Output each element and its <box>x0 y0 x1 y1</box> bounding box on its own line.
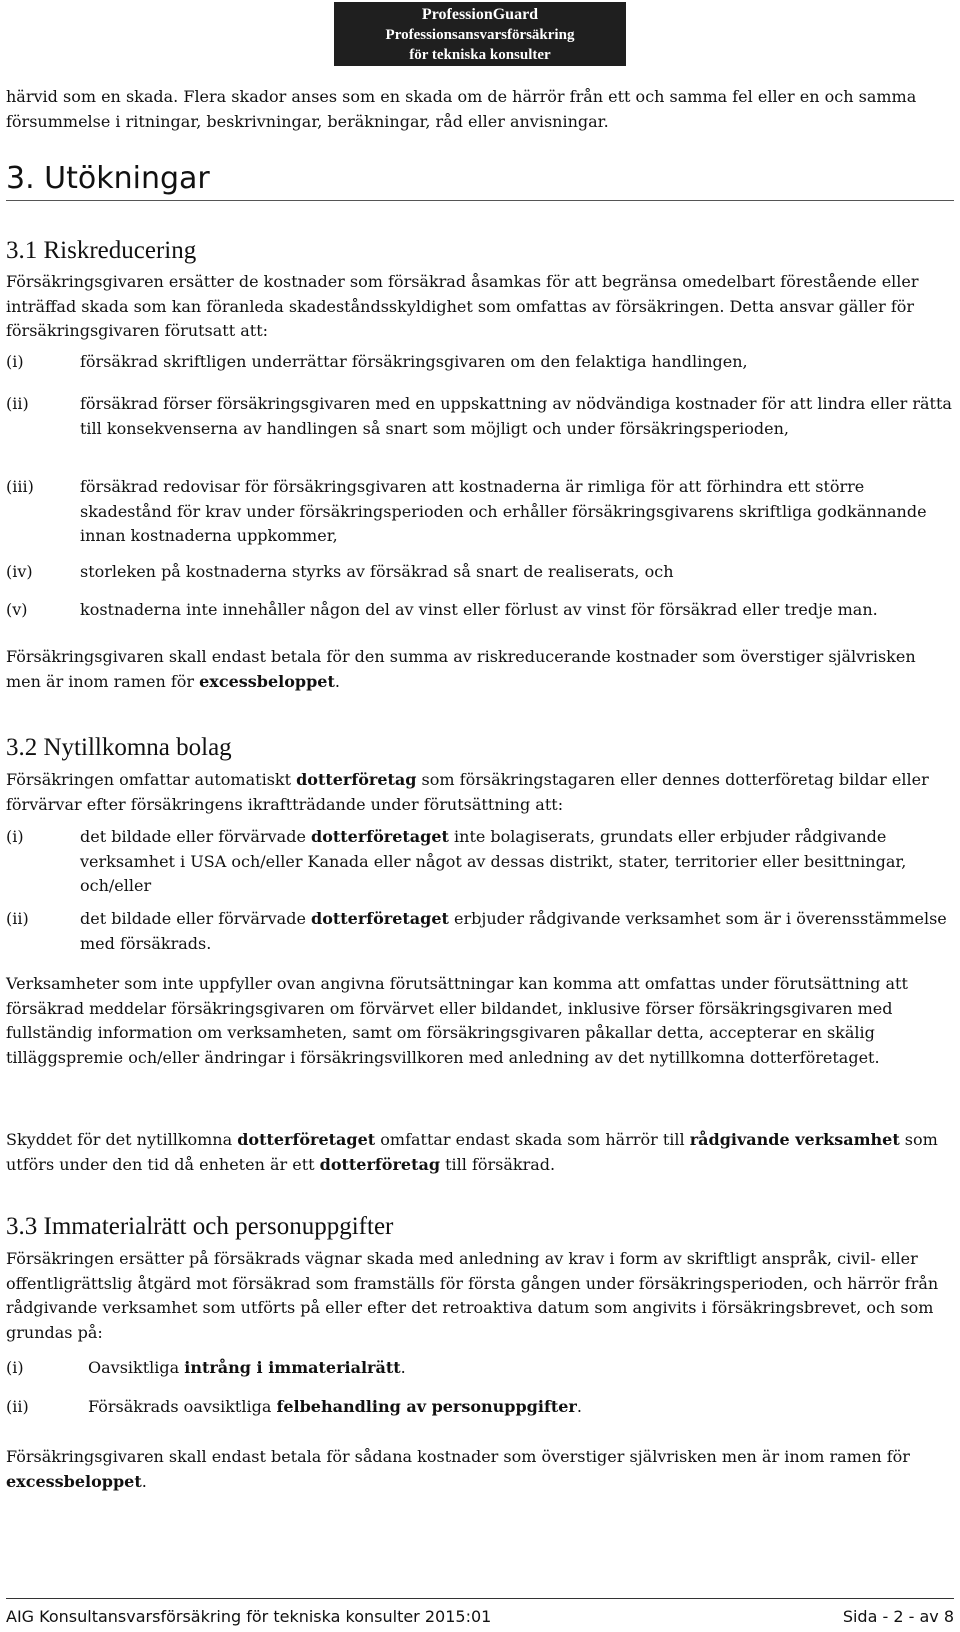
defined-term: excessbeloppet <box>6 1471 142 1491</box>
section-3-1-closing <box>6 645 954 694</box>
list-item-number: (ii) <box>6 1397 29 1416</box>
list-item-number: (i) <box>6 827 24 846</box>
list-item-number: (iii) <box>6 477 34 496</box>
text-run: Försäkrads oavsiktliga <box>88 1397 277 1416</box>
list-item <box>6 907 954 956</box>
defined-term: dotterföretag <box>319 1154 441 1174</box>
section-3-3-list <box>6 1356 954 1381</box>
section-3-2-para2-text: Verksamheter som inte uppfyller ovan angivna förutsättningar kan komma att omfattas under förutsättning att försäkrad meddelar försäkringsgivaren om förvärvet eller bildandet, inklusive förser försäkringsgivaren med fullständig information om verksamheten, samt om försäkringsgivaren påkallar detta, accepterar en skälig tilläggspremie och/eller ändringar i försäkringsvillkoren med anledning av det nytillkomna dotterföretaget. <box>6 974 908 1067</box>
section-3-2-para2 <box>6 972 954 1070</box>
text-run: . <box>400 1358 406 1377</box>
list-item <box>6 825 954 899</box>
header-logo <box>334 2 626 66</box>
defined-term: rådgivande verksamhet <box>689 1130 900 1149</box>
text-run: som försäkringstagaren eller dennes dotterföretag bildar eller förvärvar efter försäkringens ikraftträdande under förutsättning att: <box>6 770 929 814</box>
section-3-1-list <box>6 392 954 441</box>
text-run: erbjuder rådgivande verksamhet som är i överensstämmelse med försäkrads. <box>80 909 947 953</box>
list-item-text <box>80 827 906 895</box>
defined-term: dotterföretag <box>296 770 417 789</box>
list-item-text <box>88 1358 406 1377</box>
section-3-1-heading: 3.1 Riskreducering <box>6 237 197 264</box>
list-item-text: försäkrad redovisar för försäkringsgivaren att kostnaderna är rimliga för att förhindra ett större skadestånd för krav under försäkringsperioden och erhåller försäkringsgivarens skriftliga godkännande innan kostnaderna uppkommer, <box>80 477 927 545</box>
text-run: Försäkringsgivaren skall endast betala för den summa av riskreducerande kostnader som överstiger självrisken men är inom ramen för <box>6 647 916 691</box>
list-item-number: (iv) <box>6 562 33 581</box>
list-item-text: försäkrad förser försäkringsgivaren med en uppskattning av nödvändiga kostnader för att lindra eller rätta till konsekvenserna av handlingen så snart som möjligt och under försäkringsperioden, <box>80 394 952 438</box>
list-item-number: (v) <box>6 600 28 619</box>
text-run: Försäkringen omfattar automatiskt <box>6 770 297 789</box>
section-3-3-list <box>6 1395 954 1420</box>
section-3-3-closing-text <box>6 1445 954 1494</box>
list-item-text: kostnaderna inte innehåller någon del av vinst eller förlust av vinst för försäkrad eller tredje man. <box>80 600 878 619</box>
list-item <box>6 560 954 585</box>
list-item-text <box>88 1397 582 1416</box>
footer-page-number: Sida - 2 - av 8 <box>842 1607 954 1626</box>
list-item <box>6 350 954 375</box>
list-item-text <box>80 909 947 953</box>
text-run: Skyddet för det nytillkomna <box>6 1130 238 1149</box>
defined-term: intrång i immaterialrätt <box>184 1358 401 1377</box>
text-run: . <box>141 1471 147 1491</box>
section-3-1-para: Försäkringsgivaren ersätter de kostnader som försäkrad åsamkas för att begränsa omedelbart förestående eller inträffad skada som kan föranleda skadeståndsskyldighet som omfattas av försäkringen. Detta ansvar gäller för försäkringsgivaren förutsatt att: <box>6 272 919 340</box>
defined-term: dotterföretaget <box>311 909 449 928</box>
section-3-1-list <box>6 560 954 585</box>
section-3-1-list <box>6 350 954 375</box>
section-3-1-list <box>6 475 954 549</box>
section-3-2-list <box>6 825 954 899</box>
section-3-heading: 3. Utökningar <box>6 160 954 201</box>
section-3-2-body <box>6 768 954 817</box>
text-run: . <box>334 671 340 691</box>
list-item-number: (i) <box>6 1358 24 1377</box>
intro-paragraph <box>6 85 954 134</box>
text-run: det bildade eller förvärvade <box>80 827 311 846</box>
page-footer <box>6 1598 954 1626</box>
text-run: Oavsiktliga <box>88 1358 185 1377</box>
section-3-2-para3 <box>6 1128 954 1177</box>
section-3-2-list <box>6 907 954 956</box>
list-item <box>6 598 954 623</box>
section-3-2-para <box>6 768 954 817</box>
defined-term: dotterföretaget <box>237 1130 376 1149</box>
intro-text: härvid som en skada. Flera skador anses som en skada om de härrör från ett och samma fel eller en och samma försummelse i ritningar, beskrivningar, beräkningar, råd eller anvisningar. <box>6 87 917 131</box>
section-3-3-para: Försäkringen ersätter på försäkrads vägnar skada med anledning av krav i form av skriftligt anspråk, civil- eller offentligrättslig åtgärd mot försäkrad som framställs för första gången under försäkringsperioden, och härrör från rådgivande verksamhet som utförts på eller efter det retroaktiva datum som angivits i försäkringsbrevet, och som grundas på: <box>6 1249 939 1342</box>
text-run: inte bolagiserats, grundats eller erbjuder rådgivande verksamhet i USA och/eller Kanada eller något av dessas distrikt, stater, territorier eller besittningar, och/eller <box>80 827 907 895</box>
section-3-3-body <box>6 1247 954 1345</box>
text-run: till försäkrad. <box>440 1154 556 1174</box>
text-run: Försäkringsgivaren skall endast betala för sådana kostnader som överstiger självrisken men är inom ramen för <box>6 1447 910 1466</box>
section-3-3-closing <box>6 1445 954 1494</box>
list-item-number: (ii) <box>6 909 29 928</box>
text-run: som utförs under den tid då enheten är ett <box>6 1130 938 1174</box>
logo-line-1: ProfessionGuard <box>421 6 539 23</box>
list-item-text: försäkrad skriftligen underrättar försäkringsgivaren om den felaktiga handlingen, <box>80 352 748 371</box>
list-item <box>6 392 954 441</box>
section-3-2-para3-text <box>6 1128 954 1177</box>
list-item-number: (ii) <box>6 394 29 413</box>
list-item-number: (i) <box>6 352 24 371</box>
text-run: omfattar endast skada som härrör till <box>375 1130 690 1149</box>
defined-term: felbehandling av personuppgifter <box>276 1397 577 1416</box>
defined-term: dotterföretaget <box>311 827 449 846</box>
logo-line-3: för tekniska konsulter <box>409 47 551 63</box>
section-3-2-heading: 3.2 Nytillkomna bolag <box>6 734 232 761</box>
defined-term: excessbeloppet <box>199 671 335 691</box>
logo-line-2: Professionsansvarsförsäkring <box>385 27 575 43</box>
footer-document-title: AIG Konsultansvarsförsäkring för tekniska konsulter 2015:01 <box>6 1607 492 1626</box>
text-run: . <box>576 1397 582 1416</box>
section-3-3-heading: 3.3 Immaterialrätt och personuppgifter <box>6 1213 394 1240</box>
list-item <box>6 1395 954 1420</box>
section-3-1-closing-text <box>6 645 954 694</box>
list-item <box>6 1356 954 1381</box>
list-item <box>6 475 954 549</box>
text-run: det bildade eller förvärvade <box>80 909 311 928</box>
section-3-1-list <box>6 598 954 623</box>
section-3-1-body <box>6 270 954 344</box>
list-item-text: storleken på kostnaderna styrks av försäkrad så snart de realiserats, och <box>80 562 674 581</box>
